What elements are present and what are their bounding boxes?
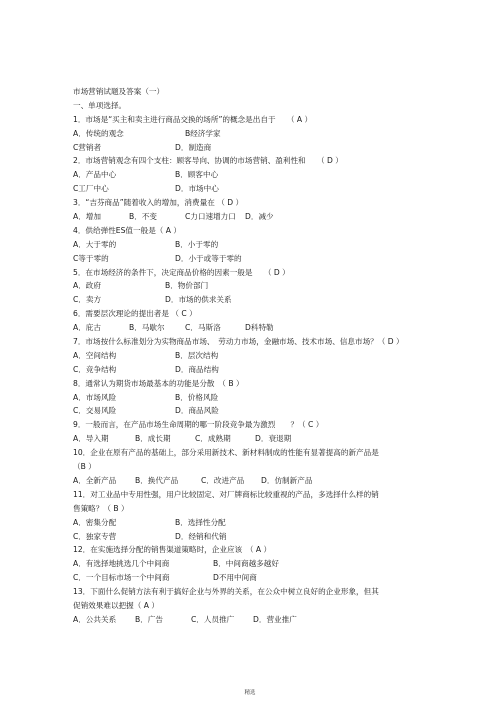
- page-footer: 精选: [244, 690, 256, 696]
- option-a: A．空间结构: [73, 350, 117, 360]
- question-1-stem: 1．市场是“买主和卖主进行商品交换的场所”的概念是出自于 （ A ）: [73, 114, 313, 124]
- option-b: B．选择性分配: [175, 517, 226, 527]
- question-3-options: [73, 210, 433, 224]
- option-b: B．中间商越多越好: [213, 559, 279, 569]
- option-a: A．传统的观念: [73, 128, 124, 138]
- question-4-stem: 4．供给弹性ES值一般是（ A ）: [73, 225, 182, 235]
- option-d: D科特勒: [245, 323, 274, 333]
- option-c: C．一个目标市场一个中间商: [73, 573, 170, 583]
- question-9-stem: 9．一般而言，在产品市场生命周期的哪一阶段竞争最为激烈 ？（ C ）: [73, 420, 324, 430]
- option-b: B．价格风险: [175, 392, 219, 402]
- question-5-options-row-2: [73, 293, 433, 307]
- question-9-options: [73, 432, 433, 446]
- option-d: D．经销和代销: [175, 531, 227, 541]
- option-c: C营销者: [73, 142, 102, 152]
- option-d: D．商品风险: [175, 406, 219, 416]
- option-b: B经济学家: [185, 128, 221, 138]
- option-a: A．大于零的: [73, 239, 117, 249]
- question-5-stem: 5．在市场经济的条件下，决定商品价格的因素一般是 （ D ）: [73, 267, 290, 277]
- option-b: B．成长期: [135, 434, 171, 444]
- question-1-options-row-1: [73, 127, 433, 141]
- option-a: A．产品中心: [73, 170, 117, 180]
- option-d: D．制造商: [175, 142, 212, 152]
- document-title: 市场营销试题及答案（一）: [73, 87, 165, 96]
- question-10-options: [73, 474, 433, 488]
- option-d: D．营业推广: [253, 614, 297, 624]
- option-d: D．小于或等于零的: [175, 253, 242, 263]
- option-c: C．卖方: [73, 295, 102, 305]
- option-a: A．增加: [73, 212, 101, 222]
- option-d: D．仿制新产品: [261, 475, 313, 485]
- option-c: C工厂中心: [73, 184, 109, 194]
- question-3-stem: 3．“吉芬商品”随着收入的增加，消费量在 （ D ）: [73, 198, 244, 208]
- question-4-options-row-2: [73, 252, 433, 266]
- question-11-options-row-1: [73, 516, 433, 530]
- question-2-options-row-1: [73, 168, 433, 182]
- question-13-options: [73, 613, 433, 627]
- option-d: D．市场中心: [175, 184, 219, 194]
- option-a: A．公共关系: [73, 614, 117, 624]
- option-a: A．密集分配: [73, 517, 117, 527]
- option-b: B．换代产品: [135, 475, 179, 485]
- question-5-options-row-1: [73, 279, 433, 293]
- question-11-stem-line-2: 售策略？（ B ）: [73, 503, 129, 513]
- question-2-stem: 2．市场营销观念有四个支柱：顾客导向、协调的市场营销、盈利性和 （ D ）: [73, 156, 343, 166]
- document-body: [73, 85, 433, 627]
- question-12-options-row-1: [73, 557, 433, 571]
- option-d: D．衰退期: [255, 434, 292, 444]
- question-8-stem: 8．通常认为期货市场最基本的功能是分散 （ B ）: [73, 378, 244, 388]
- question-10-stem-line-2: （B ）: [73, 462, 96, 472]
- question-12-stem: 12．在实施选择分配的销售渠道策略时，企业应该 （ A ）: [73, 545, 272, 555]
- option-b: B．小于零的: [175, 239, 219, 249]
- option-c: C．马斯洛: [185, 323, 221, 333]
- option-d: D不用中间商: [213, 573, 257, 583]
- option-b: B．物价部门: [165, 281, 209, 291]
- option-c: C．独家专营: [73, 531, 117, 541]
- option-a: A．庇古: [73, 323, 101, 333]
- option-c: C等于零的: [73, 253, 109, 263]
- option-c: C．竞争结构: [73, 364, 117, 374]
- option-b: B．广告: [135, 614, 163, 624]
- question-10-stem-line-1: 10．企业在原有产品的基础上，部分采用新技术、新材料制成的性能有显著提高的新产品是: [73, 448, 379, 458]
- option-a: A．全新产品: [73, 475, 117, 485]
- question-7-options-row-1: [73, 349, 433, 363]
- option-b: B．不变: [129, 212, 157, 222]
- option-d: D．市场的供求关系: [165, 295, 232, 305]
- option-b: B．层次结构: [175, 350, 219, 360]
- option-c: C．成熟期: [195, 434, 231, 444]
- section-heading: 一、单项选择。: [73, 100, 127, 110]
- question-6-stem: 6．需要层次理论的提出者是 （ C ）: [73, 309, 197, 319]
- question-12-options-row-2: [73, 571, 433, 585]
- option-a: A．导入期: [73, 434, 109, 444]
- option-b: B．顾客中心: [175, 170, 219, 180]
- option-b: B．马歇尔: [129, 323, 165, 333]
- question-11-options-row-2: [73, 530, 433, 544]
- option-a: A．政府: [73, 281, 101, 291]
- question-7-options-row-2: [73, 363, 433, 377]
- question-6-options: [73, 321, 433, 335]
- question-13-stem-line-2: 促销效果难以把握（ A ）: [73, 600, 159, 610]
- option-c: C．交易风险: [73, 406, 117, 416]
- question-2-options-row-2: [73, 182, 433, 196]
- option-a: A．市场风险: [73, 392, 117, 402]
- question-1-options-row-2: [73, 141, 433, 155]
- option-c: C．改进产品: [201, 475, 245, 485]
- option-d: D．商品结构: [175, 364, 219, 374]
- question-8-options-row-2: [73, 404, 433, 418]
- option-c: C力口速增力口: [185, 212, 236, 222]
- question-11-stem-line-1: 11．对工业品中专用性强，用户比较固定、对厂牌商标比较重视的产品，多选择什么样的销: [73, 489, 379, 499]
- question-8-options-row-1: [73, 391, 433, 405]
- option-d: D．减少: [245, 212, 274, 222]
- question-7-stem: 7．市场按什么标准划分为实物商品市场、 劳动力市场，金融市场、技术市场、信息市场？（ D ）: [73, 337, 404, 347]
- option-a: A．有选择地挑选几个中间商: [73, 559, 170, 569]
- question-4-options-row-1: [73, 238, 433, 252]
- question-13-stem-line-1: 13．下面什么促销方法有利于搞好企业与外界的关系，在公众中树立良好的企业形象，但其: [73, 587, 379, 597]
- option-c: C．人员推广: [191, 614, 235, 624]
